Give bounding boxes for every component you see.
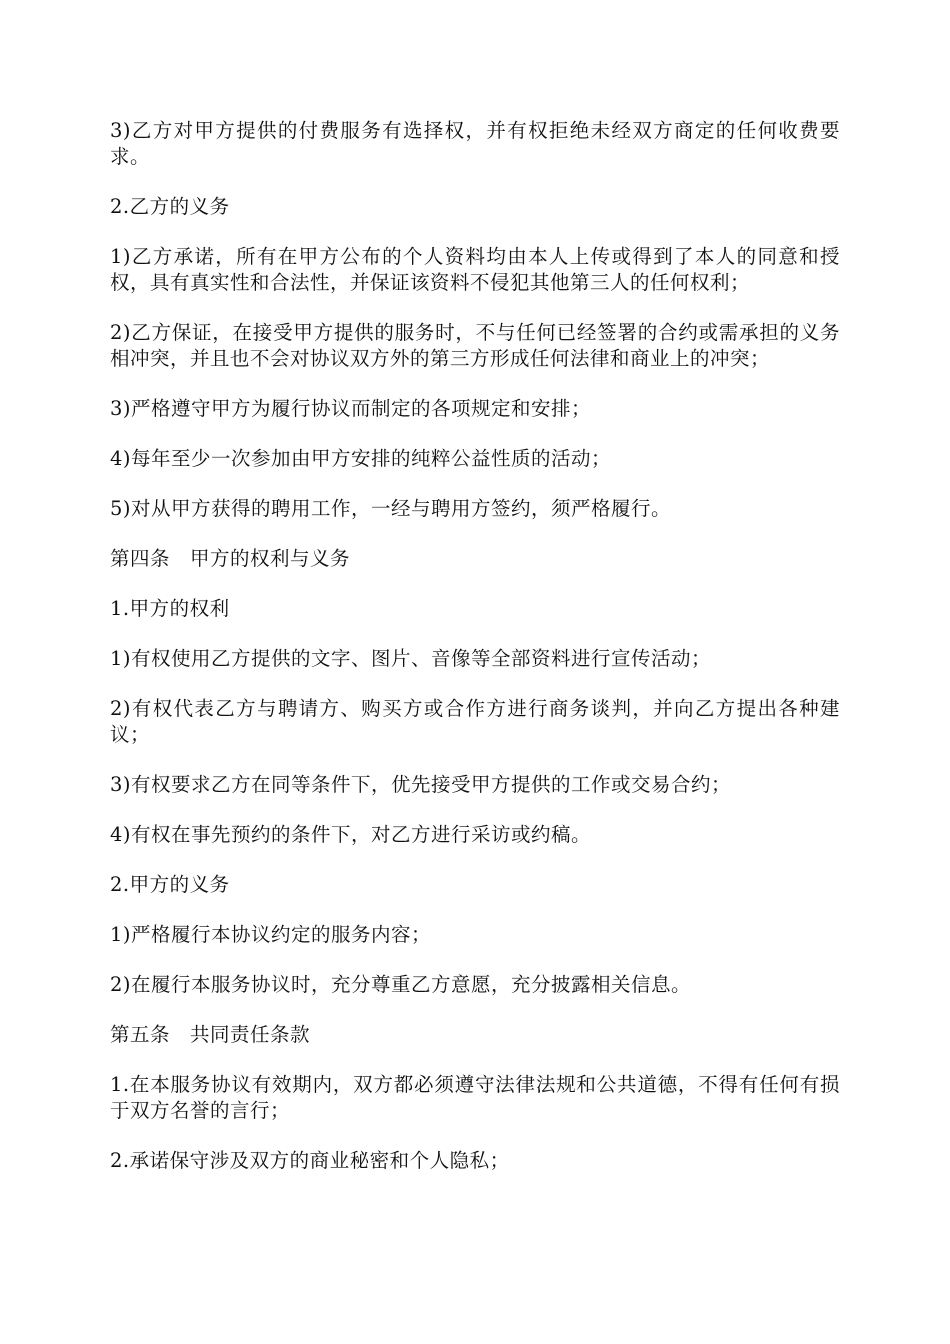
paragraph: 3)有权要求乙方在同等条件下，优先接受甲方提供的工作或交易合约； [110,773,732,796]
section-heading: 2.乙方的义务 [110,195,230,218]
paragraph: 4)每年至少一次参加由甲方安排的纯粹公益性质的活动； [110,447,612,470]
document-body [110,118,840,1198]
paragraph: 2)有权代表乙方与聘请方、购买方或合作方进行商务谈判，并向乙方提出各种建议； [110,697,840,746]
paragraph: 1)严格履行本协议约定的服务内容； [110,923,432,946]
section-heading: 2.甲方的义务 [110,873,230,896]
paragraph: 1.在本服务协议有效期内，双方都必须遵守法律法规和公共道德，不得有任何有损于双方名誉的言行； [110,1073,840,1122]
paragraph: 3)乙方对甲方提供的付费服务有选择权，并有权拒绝未经双方商定的任何收费要求。 [110,119,840,168]
paragraph: 4)有权在事先预约的条件下，对乙方进行采访或约稿。 [110,823,592,846]
paragraph: 3)严格遵守甲方为履行协议而制定的各项规定和安排； [110,397,592,420]
section-heading: 1.甲方的权利 [110,597,230,620]
article-heading: 第五条 共同责任条款 [110,1023,311,1046]
paragraph: 2)在履行本服务协议时，充分尊重乙方意愿，充分披露相关信息。 [110,973,692,996]
paragraph: 2)乙方保证，在接受甲方提供的服务时，不与任何已经签署的合约或需承担的义务相冲突，并且也不会对协议双方外的第三方形成任何法律和商业上的冲突； [110,321,840,370]
article-heading: 第四条 甲方的权利与义务 [110,547,351,570]
paragraph: 1)乙方承诺，所有在甲方公布的个人资料均由本人上传或得到了本人的同意和授权，具有真实性和合法性，并保证该资料不侵犯其他第三人的任何权利； [110,245,840,294]
paragraph: 1)有权使用乙方提供的文字、图片、音像等全部资料进行宣传活动； [110,647,712,670]
paragraph: 2.承诺保守涉及双方的商业秘密和个人隐私； [110,1149,510,1172]
paragraph: 5)对从甲方获得的聘用工作，一经与聘用方签约，须严格履行。 [110,497,672,520]
